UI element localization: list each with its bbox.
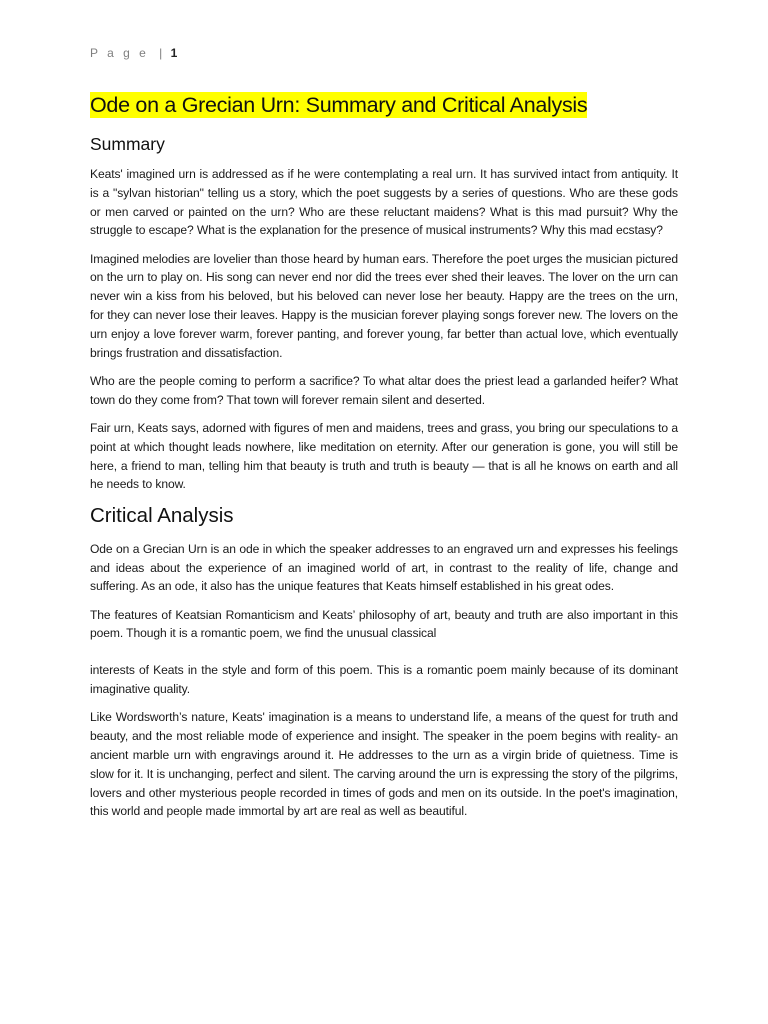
page-number: 1 (170, 46, 178, 60)
analysis-paragraph: interests of Keats in the style and form of this poem. This is a romantic poem mainly because of its dominant imaginative quality. (90, 663, 678, 697)
summary-heading: Summary (90, 134, 165, 154)
analysis-paragraph: Like Wordsworth’s nature, Keats' imagination is a means to understand life, a means of the quest for truth and beauty, and the most reliable mode of experience and insight. The speaker in the poem begins with reality- an ancient marble urn with engravings around it. He addresses to the urn as a virgin bride of quietness. Time is slow for it. It is unchanging, perfect and silent. The carving around the urn is expressing the story of the pilgrims, lovers and other mysterious people recorded in times of gods and men on its outside. In the poet's imagination, this world and people made immortal by art are real as well as beautiful. (90, 710, 678, 819)
document-title: Ode on a Grecian Urn: Summary and Critical Analysis (90, 93, 588, 117)
document-body (90, 92, 678, 831)
page-header (90, 46, 177, 60)
analysis-paragraph: The features of Keatsian Romanticism and Keats’ philosophy of art, beauty and truth are also important in this poem. Though it is a romantic poem, we find the unusual classical (90, 607, 678, 641)
analysis-paragraph: Ode on a Grecian Urn is an ode in which the speaker addresses to an engraved urn and expresses his feelings and ideas about the experience of an imagined world of art, in contrast to the reality of life, change and suffering. As an ode, it also has the unique features that Keats himself established in his great odes. (90, 541, 678, 594)
page-separator: | (159, 46, 163, 60)
summary-paragraph: Fair urn, Keats says, adorned with figures of men and maidens, trees and grass, you bring our speculations to a point at which thought leads nowhere, like meditation on eternity. After our generation is gone, you will still be here, a friend to man, telling him that beauty is truth and truth is beauty — that is all he knows on earth and all he needs to know. (90, 421, 678, 492)
summary-paragraph: Keats' imagined urn is addressed as if he were contemplating a real urn. It has survived intact from antiquity. It is a "sylvan historian" telling us a story, which the poet suggests by a series of questions. Who are these gods or men carved or painted on the urn? Who are these reluctant maidens? What is this mad pursuit? Why the struggle to escape? What is the explanation for the presence of musical instruments? Why this mad ecstasy? (90, 167, 678, 238)
summary-paragraph: Imagined melodies are lovelier than those heard by human ears. Therefore the poet urges the musician pictured on the urn to play on. His song can never end nor did the trees ever shed their leaves. The lover on the urn can never win a kiss from his beloved, but his beloved can never lose her beauty. Happy are the trees on the urn, for they can never lose their leaves. Happy is the musician forever playing songs forever new. The lovers on the urn enjoy a love forever warm, forever panting, and forever young, far better than actual love, which eventually brings frustration and dissatisfaction. (90, 251, 678, 360)
analysis-heading: Critical Analysis (90, 503, 234, 527)
page-label: P a g e (90, 46, 149, 60)
summary-paragraph: Who are the people coming to perform a sacrifice? To what altar does the priest lead a garlanded heifer? What town do they come from? That town will forever remain silent and deserted. (90, 373, 678, 407)
